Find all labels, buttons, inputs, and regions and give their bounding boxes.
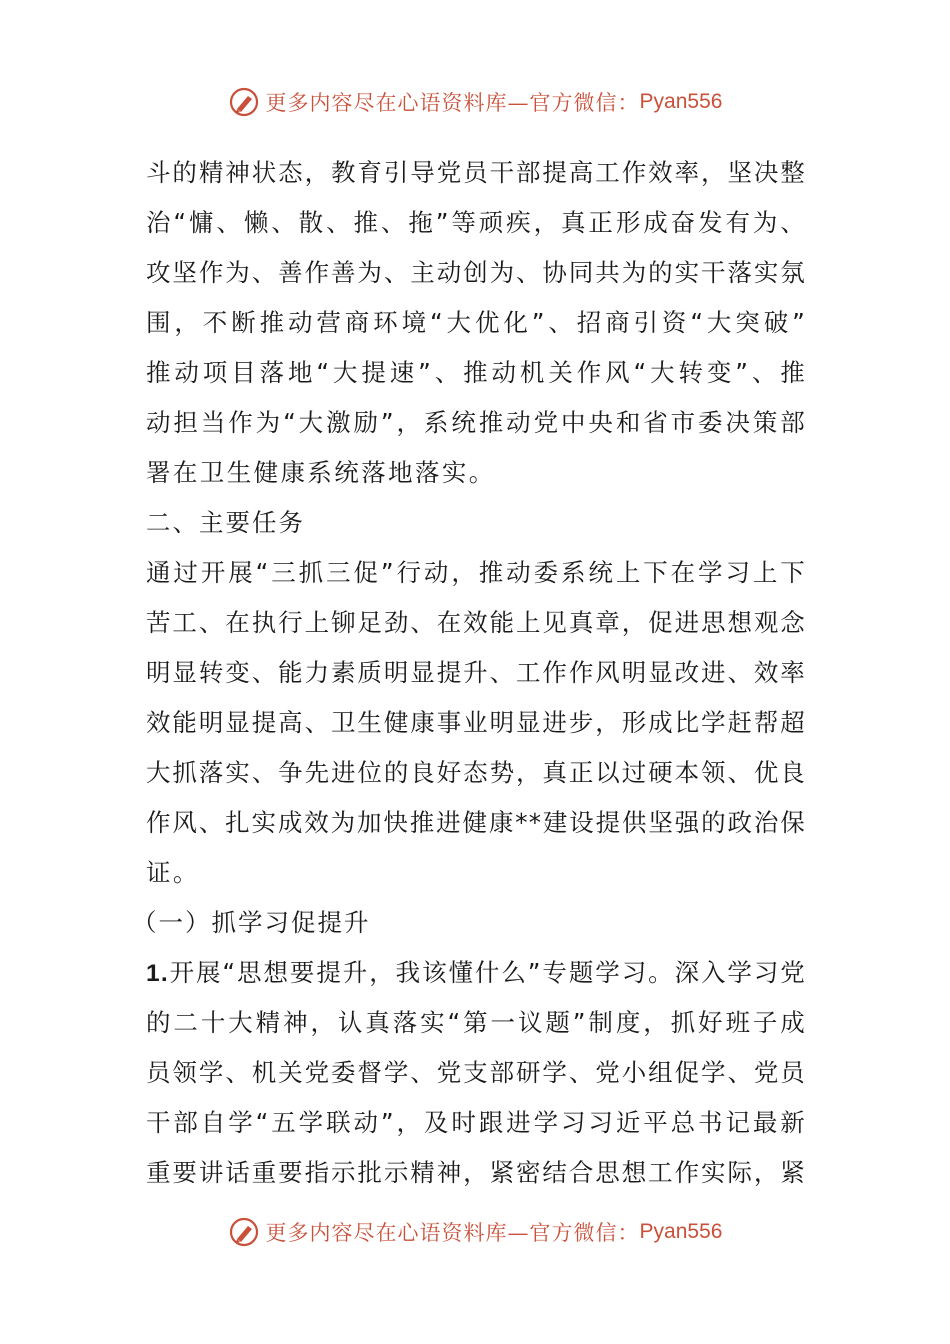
paragraph-line: 重要讲话重要指示批示精神，紧密结合思想工作实际，紧 bbox=[146, 1158, 806, 1187]
paragraph-line: 署在卫生健康系统落地落实。 bbox=[146, 458, 496, 487]
banner-wechat-id: Pyan556 bbox=[639, 1220, 723, 1243]
paragraph-line: 干部自学“五学联动”，及时跟进学习习近平总书记最新 bbox=[146, 1108, 806, 1137]
item-text: 开展“思想要提升，我该懂什么”专题学习。深入学习党 bbox=[168, 958, 806, 987]
paragraph-line: 通过开展“三抓三促”行动，推动委系统上下在学习上下 bbox=[146, 558, 806, 587]
pen-logo-icon bbox=[228, 86, 260, 118]
paragraph-line: 明显转变、能力素质明显提升、工作作风明显改进、效率 bbox=[146, 658, 806, 687]
paragraph-line: 效能明显提高、卫生健康事业明显进步，形成比学赶帮超 bbox=[146, 708, 806, 737]
paragraph-line: 围，不断推动营商环境“大优化”、招商引资“大突破” bbox=[146, 308, 806, 337]
banner-text: 更多内容尽在心语资料库—官方微信： bbox=[265, 1221, 640, 1245]
banner-text: 更多内容尽在心语资料库—官方微信： bbox=[265, 91, 640, 115]
paragraph-line: 攻坚作为、善作善为、主动创为、协同共为的实干落实氛 bbox=[146, 258, 806, 287]
item-number: 1. bbox=[146, 960, 169, 987]
numbered-item-line bbox=[146, 948, 806, 998]
header-banner bbox=[0, 82, 950, 122]
paragraph-line: 大抓落实、争先进位的良好态势，真正以过硬本领、优良 bbox=[146, 758, 806, 787]
banner-wechat-id: Pyan556 bbox=[639, 90, 723, 113]
paragraph-line: 治“慵、懒、散、推、拖”等顽疾，真正形成奋发有为、 bbox=[146, 208, 806, 237]
paragraph-line: 员领学、机关党委督学、党支部研学、党小组促学、党员 bbox=[146, 1058, 806, 1087]
paragraph-line: 证。 bbox=[146, 858, 200, 887]
paragraph-line: 斗的精神状态，教育引导党员干部提高工作效率，坚决整 bbox=[146, 158, 806, 187]
document-body bbox=[132, 148, 806, 1198]
paragraph-line: 的二十大精神，认真落实“第一议题”制度，抓好班子成 bbox=[146, 1008, 806, 1037]
section-heading: 二、主要任务 bbox=[146, 508, 305, 537]
pen-logo-icon bbox=[228, 1216, 260, 1248]
paragraph-line: 动担当作为“大激励”，系统推动党中央和省市委决策部 bbox=[146, 408, 806, 437]
paragraph-line: 作风、扎实成效为加快推进健康**建设提供坚强的政治保 bbox=[146, 808, 806, 837]
paragraph-line: 推动项目落地“大提速”、推动机关作风“大转变”、推 bbox=[146, 358, 806, 387]
paragraph-line: 苦工、在执行上铆足劲、在效能上见真章，促进思想观念 bbox=[146, 608, 806, 637]
subsection-heading: （一）抓学习促提升 bbox=[132, 908, 371, 937]
footer-banner bbox=[0, 1212, 950, 1252]
